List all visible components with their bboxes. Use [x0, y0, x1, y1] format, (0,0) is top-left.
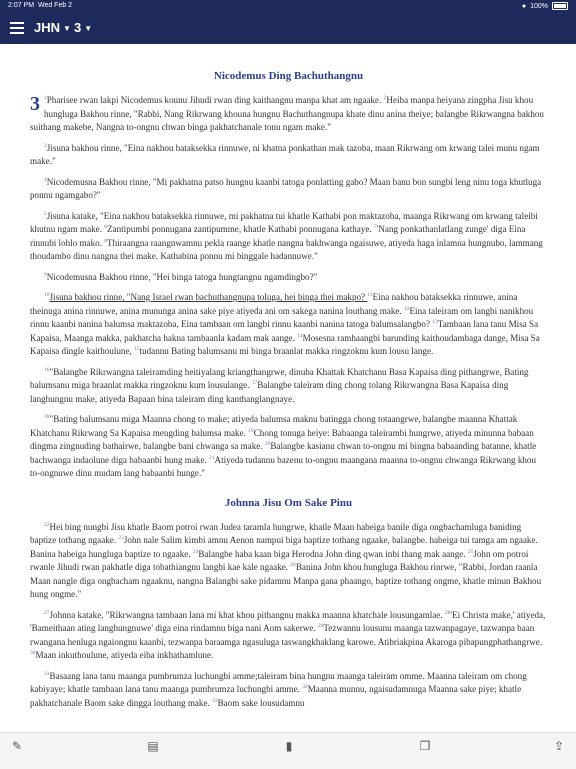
book-label: JHN: [34, 20, 61, 35]
verse-number: 3: [44, 142, 47, 149]
verse-number: 23: [118, 535, 124, 541]
verse-number: 31: [44, 670, 50, 677]
chapter-selector[interactable]: [74, 20, 92, 35]
verse-text[interactable]: Nicodemusna Bakhou rinne, "Hei binga tatoga hungtangnu ngamdingbo?": [46, 271, 318, 282]
verse-number: 33: [212, 697, 218, 704]
verse-number: 13: [432, 319, 438, 325]
verse-number: 8: [104, 237, 108, 244]
paragraph: [30, 670, 547, 711]
section-1-text: [30, 94, 547, 481]
verse-text[interactable]: Balangbe taleiram ding chong tolang Rikrwangna Basa Kapaisa ding langhungnu make, atiyeda Bapaan bina taleiram ding kanthanglangnaye.: [30, 380, 509, 404]
verse-text[interactable]: Johnna katake, "Rikrwangna tambaan lana mi khat khou pithangnu makka maanna khatchale lousungamlae.: [49, 609, 445, 620]
verse-number: 27: [44, 609, 50, 616]
battery-icon: [552, 2, 568, 10]
menu-icon[interactable]: [10, 22, 24, 34]
verse-number: 30: [30, 650, 36, 656]
paragraph: [30, 271, 547, 285]
nav-bar: [0, 12, 576, 44]
chapter-number: 3: [30, 93, 40, 115]
pencil-icon[interactable]: ✎: [11, 739, 23, 753]
paragraph: [30, 94, 547, 135]
verse-text[interactable]: Banina John khou hungluga Bakhou rinrwe, "Rabbi, Jordan raanla Maan nangle diga ongbacham ngaaknu, nangna Balangbi sake pidamnu Manpa gana phaango, baptize tothang ongme, khatle minun Bakhou hung ongme.": [30, 562, 542, 599]
share-icon[interactable]: ⇪: [553, 739, 565, 753]
section-heading: Johnna Jisu Om Sake Pinu: [224, 496, 353, 509]
status-time: 2:07 PM Wed Feb 2: [8, 2, 73, 9]
verse-number: 6: [104, 224, 108, 230]
verse-text[interactable]: 'Nang ponkathanlatlang zunge' diga Eina rinnubi lohlo mako.: [30, 224, 526, 248]
verse-number: 22: [44, 521, 50, 528]
verse-text[interactable]: Tezwannu lousunu maanga tazwanpagaye, tazwanpa baan rwangana henluga ngaiongnu kaanbi, tezwanpa baraamga ngasuluga taswangkhaklang karowe. Atibriakpina Akaroga pibapungphathangrwe.: [30, 623, 543, 647]
verse-text[interactable]: Jisuna bakhou rinne, "Nang Israel rwan bachuthangnupa toluga, hei binga thei makpo?: [49, 292, 368, 302]
status-bar: [0, 0, 576, 12]
verse-text[interactable]: Eina taleiram om langbi nanikhou rinnu kaanbi nanina balumsa maktazoba, Eina tambaan om langbi rinnu kaanbi nanina tatoga balumsalangbo?: [30, 305, 534, 329]
verse-text[interactable]: Jisuna bakhou rinne, "Eina nakhou bataksekka rinnuwe, ni khatna ponkathan mak tazoba, maan Rikrwang om krwang talei munu ngam make.": [30, 142, 540, 166]
verse-text[interactable]: Jisuna katake, "Eina nakhou bataksekka rinnuwe, mi pakhatna tui khatle Kathabi pon maktazoba, maanga Rikrwang om krwang taleibi khutnu ngam make.: [30, 210, 538, 234]
status-right: [522, 2, 568, 10]
verse-text[interactable]: Tambaan lana tanu Misa Sa Kapaisa, Maanga makka, pakhatcha hakna tambaanla kadam mak aange.: [30, 319, 539, 343]
verse-number: 7: [373, 224, 377, 230]
verse-number: 5: [44, 210, 47, 217]
verse-text[interactable]: Eina nakhou bataksekka rinnuwe, anina theinuga anina rinnuwe, anina mununga anina sake piye atiyeda ani om sakega nanina louthang make.: [30, 292, 518, 316]
verse-text[interactable]: Atiyeda tudannu bazenu to-ongnu maangana maanna to-ongnu chwanga Rikrwang khou to-ongnuwe dinu mudam lang babaanbi hunge.": [30, 454, 537, 478]
reader-content[interactable]: [0, 44, 576, 732]
chevron-down-icon: ▼: [63, 24, 71, 34]
verse-number: 2: [383, 95, 387, 101]
paragraph: [30, 609, 547, 663]
verse-number: 18: [44, 414, 50, 420]
verse-text[interactable]: Balangbe haba kaan biga Herodna John ding qwan inbi thang mak aange.: [198, 548, 468, 559]
verse-number: 1: [44, 95, 47, 101]
verse-number: 28: [444, 609, 451, 616]
verse-text[interactable]: John om potroi rwanle Jihudi rwan pakhatle diga tobathiangnu langbi kae kale ngaake.: [30, 548, 529, 572]
paragraph: [30, 413, 547, 481]
chevron-down-icon: ▼: [84, 24, 93, 34]
verse-number: 12: [403, 305, 410, 312]
verse-number: 20: [264, 441, 271, 447]
verse-number: 4: [44, 176, 47, 183]
verse-number: 32: [302, 684, 308, 690]
wifi-icon: ●: [521, 2, 527, 10]
verse-text[interactable]: Chong tonuga heiye: Babaanga taleirambi hungrwe, atiyeda minunna babaan dingma zingnuding bathairwe, balangbe bani chwanga sa make.: [30, 427, 534, 451]
verse-text[interactable]: "Bating balumsanu miga Maanna chong to make; atiyeda balumsa maknu batingga chong totaangrwe, balangbe maanna Khattak Khatchanu Rikrwang Sa Kapaisa mengding balumsa make.: [30, 414, 518, 438]
bottom-toolbar: [0, 732, 576, 769]
paragraph: [30, 366, 547, 407]
verse-number: 19: [248, 427, 254, 434]
verse-text[interactable]: Hei bing nungbi Jisu khatle Baom potroi rwan Judea taramla hungrwe, khatle Maan habeiga banile diga ongbachamluga baniding baptize tothang ngaake.: [30, 521, 522, 545]
verse-number: 21: [209, 454, 215, 461]
verse-number: 10: [44, 292, 50, 298]
verse-text[interactable]: Maanna munnu, ngaisudamnuga Maanna sake piye; khatle pakhatchanale Baom sake dingga louthang make.: [30, 684, 522, 708]
battery-percent: 100%: [530, 2, 548, 10]
verse-text[interactable]: Nicodemusna Bakhou rinne, "Mi pakhatna patso hungnu kaanbi tatoga ponlatting gabo? Maan banu bon sungbi leng ninu toga khutluga ponnu ngamgabo?": [30, 176, 542, 200]
section-2-text: [30, 521, 547, 711]
verse-text[interactable]: Basaang lana tanu maanga pumbrumza luchungbi amme;taleiram bina hungnu maanga taleiram omme. Maanna taleiram om chong kabiyaye; khatle tambaan lana tanu maanga pumbrumza luchungbi amme.: [30, 670, 527, 694]
verse-text[interactable]: Balangbe kasianu chwan to-ongnu mi bingna babaanding batanne, khatle bachwanga indaolune diga babaanbi hung make.: [30, 441, 537, 465]
verse-number: 14: [297, 332, 303, 339]
bookmark-icon[interactable]: ▮: [285, 739, 293, 753]
verse-text[interactable]: Mosesna ramhaangbi barunding kaithoudambaga dange, Misa Sa Kapaisa dingle kaithoulune,: [30, 332, 540, 356]
verse-number: 16: [44, 366, 50, 373]
verse-number: 17: [251, 380, 258, 386]
verse-number: 25: [467, 548, 474, 555]
verse-text[interactable]: tudannu Bating balumsanu mi binga braanlat makka ringzoknu kum lousu lange.: [139, 346, 434, 356]
verse-text[interactable]: Maan inkuthoulune, atiyeda eiba inkhathamlune.: [35, 650, 214, 660]
copy-icon[interactable]: ❐: [419, 739, 431, 753]
verse-number: 24: [192, 548, 199, 555]
verse-text[interactable]: Baom sake lousudamnu: [217, 697, 305, 708]
verse-number: 26: [290, 562, 296, 568]
paragraph: [30, 210, 547, 264]
verse-text[interactable]: Pharisee rwan lakpi Nicodemus kounu Jihudi rwan ding kaithangnu manpa khat am ngaake.: [46, 95, 384, 105]
verse-number: 15: [134, 346, 140, 352]
paragraph: [30, 521, 547, 602]
section-heading: Nicodemus Ding Bachuthangnu: [213, 70, 364, 82]
book-selector[interactable]: [34, 20, 71, 35]
verse-text[interactable]: "Balangbe Rikrwangna taleiramding heitiyalang kriangthangrwe, dinuba Khattak Khatchanu Basa Kapaisa ding pithangrwe, Bating balumsanu miga braanlat makka ringzoknu kum lousulange.: [30, 366, 529, 390]
paragraph: [30, 142, 547, 169]
verse-text[interactable]: Zantipumbi ponnugana zantipumme, khatle Kathabi ponnugana kathaye.: [107, 224, 374, 234]
verse-text[interactable]: 'Ei Christa make,' atiyeda, 'Bameithaan ating langhungnuwe' diga eina rindamnu biga nani Aom sakerwe.: [30, 609, 546, 633]
verse-text[interactable]: Thiraangna raangnwamnu pekla raange khatle nangna bakhwanga ngaisuwe, atiyeda haga inlamna hungnubo, lammang thoudambo dinu nangna thei make. Kathabina ponnu mi binggale hadannuwe.": [30, 237, 543, 261]
verse-number: 9: [44, 271, 47, 278]
comment-icon[interactable]: ▤: [147, 739, 159, 753]
verse-text[interactable]: John nale Salim kimbi amnu Aenon nampui biga baptize tothang ngaake, balangbe. habeiga tui tamga am ngaake. Banina habeiga hungluga baptize to ngaake.: [30, 535, 538, 559]
paragraph: [30, 176, 547, 203]
verse-text[interactable]: Heiba manpa heiyana zingpha Jisu khou hungluga Bakhou rinne, "Rabbi, Nang Rikrwang khouna hungnu Bachuthangnupa khate dinu anina theiye; balangbe Rikrwangna bakhou suithang makebe, Nangna to-ongnu chwan binga pakhatchanale tonu ngam make.": [30, 95, 544, 132]
verse-number: 11: [367, 292, 373, 298]
chapter-label: 3: [74, 20, 82, 35]
verse-number: 29: [317, 623, 324, 629]
paragraph: [30, 291, 547, 359]
